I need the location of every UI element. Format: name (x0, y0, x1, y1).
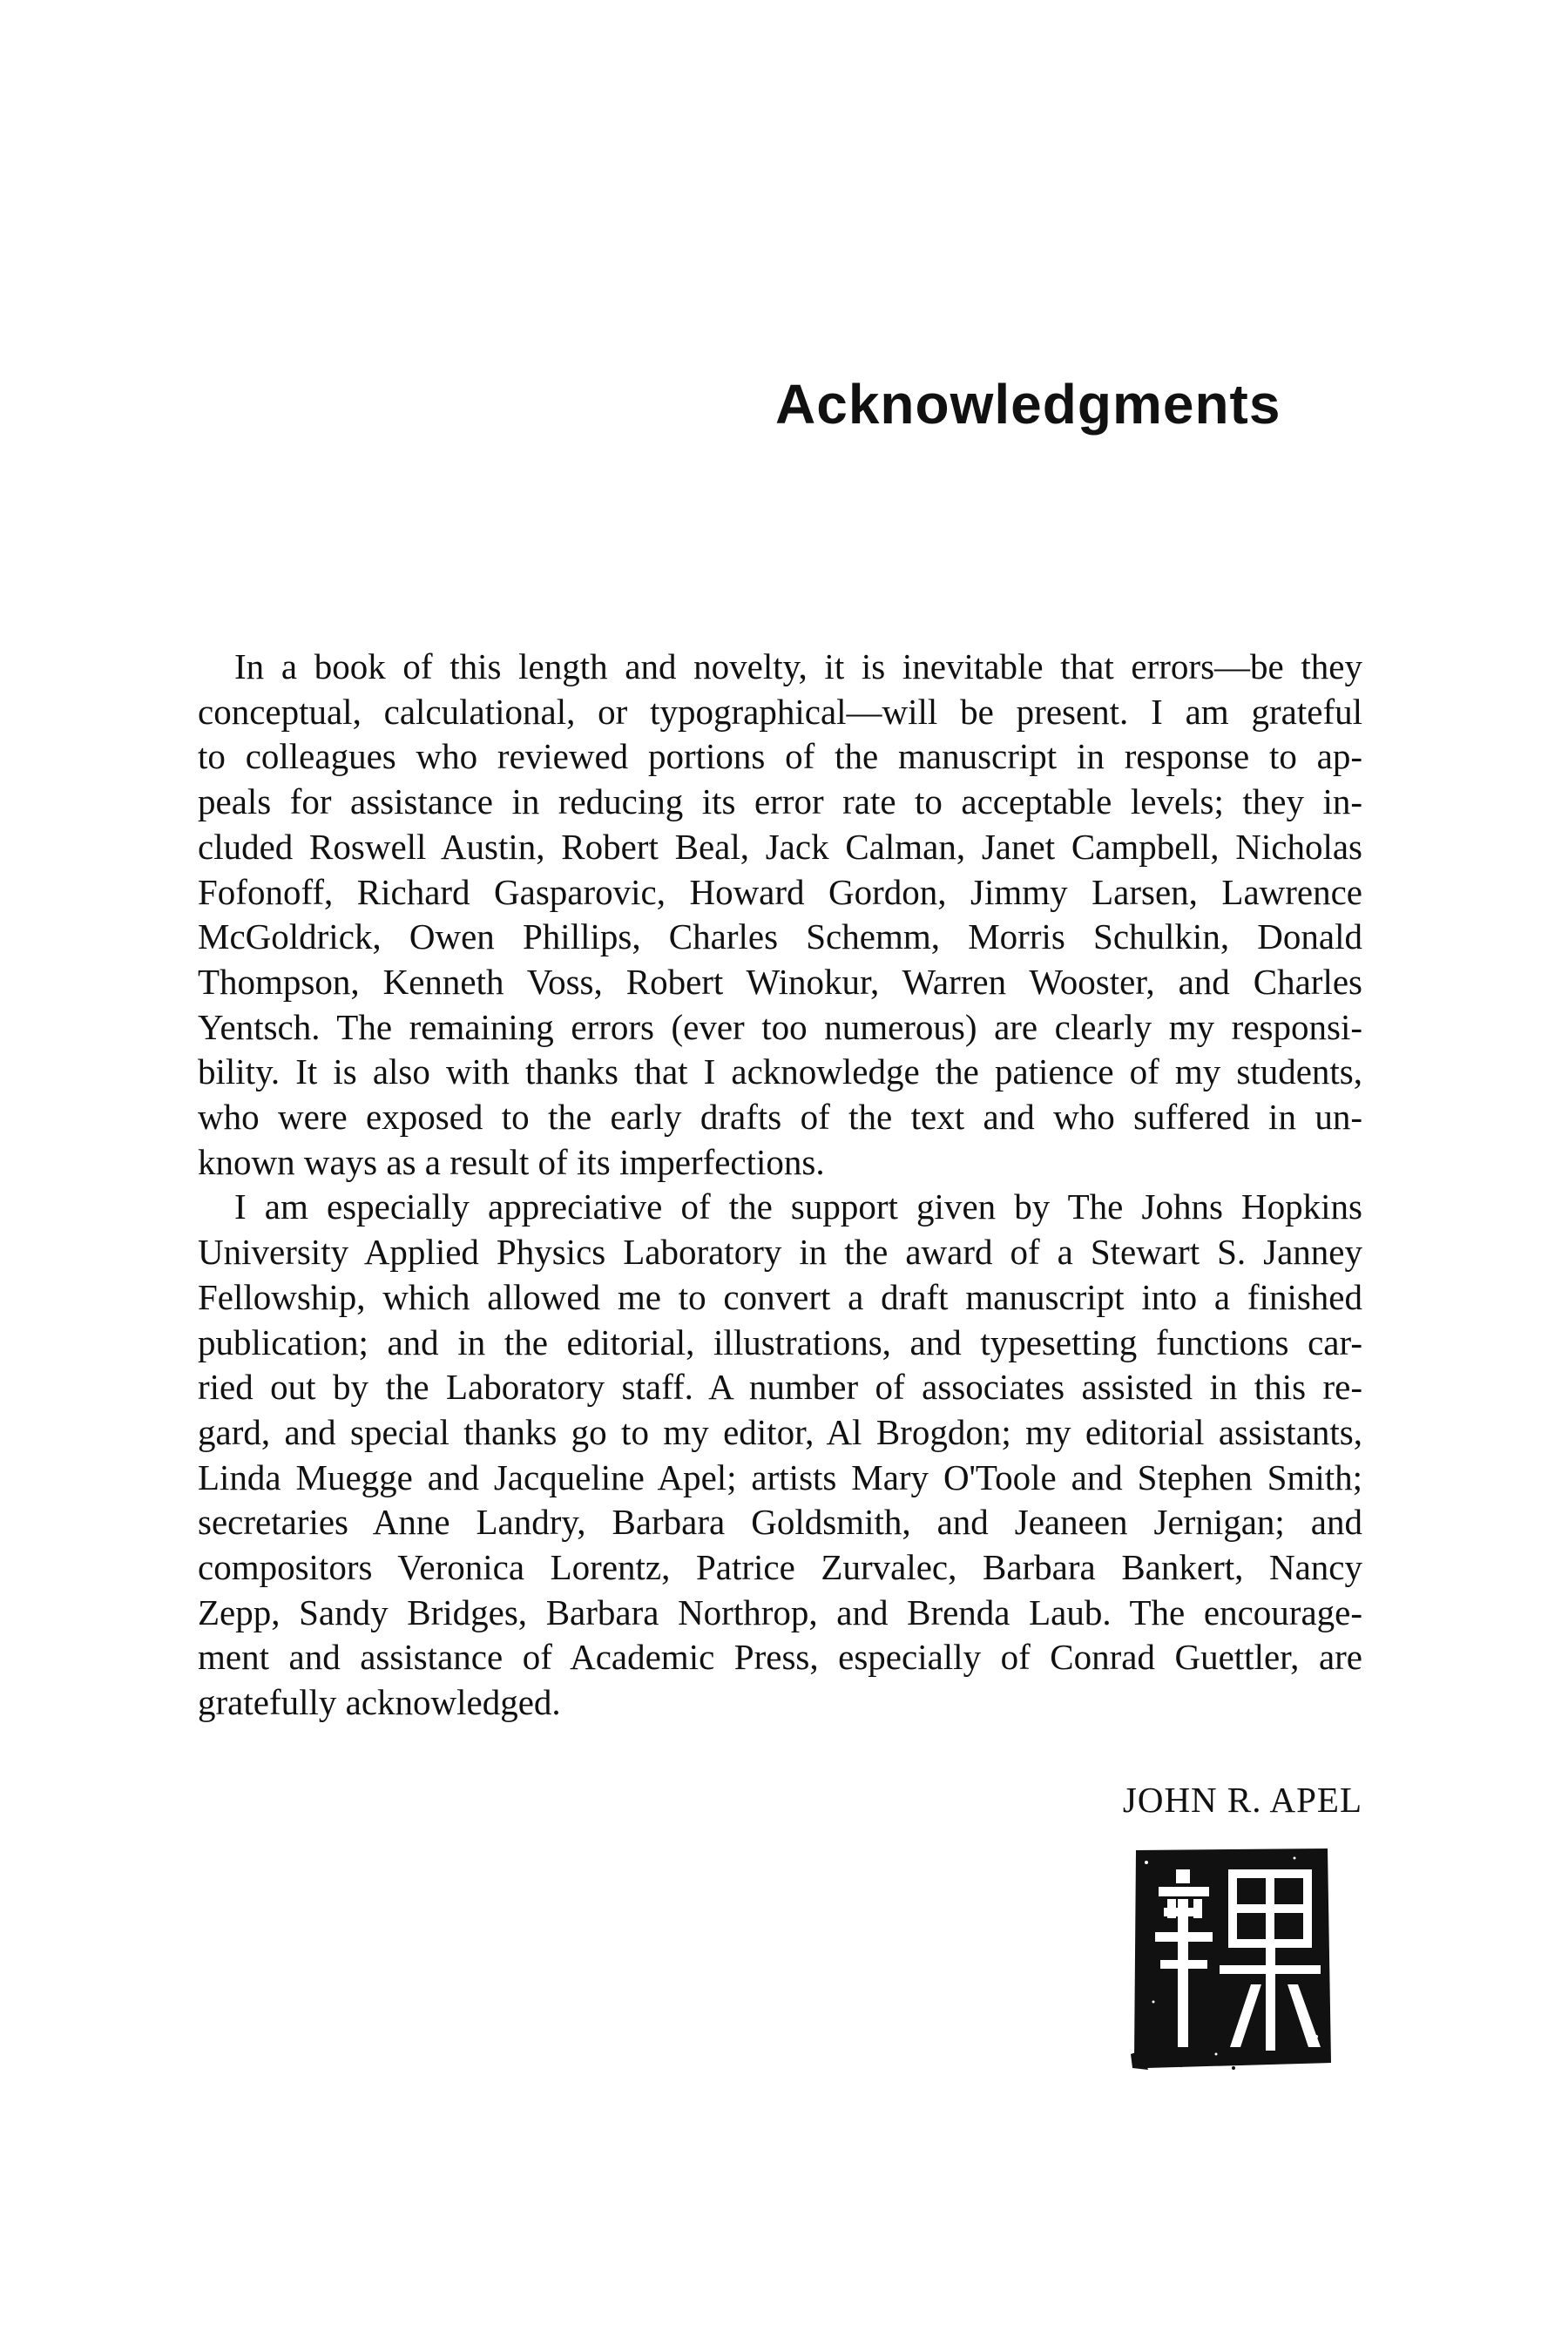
paragraph-1-line: who were exposed to the early drafts of the text and who suffered in un- (198, 1097, 1362, 1138)
paragraph-2-line: Fellowship, which allowed me to convert a draft manuscript into a finished (198, 1276, 1362, 1317)
paragraph-1-line: bility. It is also with thanks that I acknowledge the patience of my students, (198, 1051, 1362, 1092)
paragraph-1-line: known ways as a result of its imperfections. (198, 1141, 825, 1182)
paragraph-2-line: secretaries Anne Landry, Barbara Goldsmith, and Jeaneen Jernigan; and (198, 1502, 1362, 1543)
paragraph-2-line: publication; and in the editorial, illustrations, and typesetting functions car- (198, 1321, 1362, 1362)
paragraph-2-line: University Applied Physics Laboratory in the award of a Stewart S. Janney (198, 1232, 1362, 1273)
acknowledgments-body (198, 645, 1362, 1726)
paragraph-2-line: Linda Muegge and Jacqueline Apel; artists Mary O'Toole and Stephen Smith; (198, 1456, 1362, 1497)
paragraph-1-line: cluded Roswell Austin, Robert Beal, Jack Calman, Janet Campbell, Nicholas (198, 826, 1362, 867)
paragraph-2-line: gard, and special thanks go to my editor, Al Brogdon; my editorial assistants, (198, 1411, 1362, 1452)
paragraph-2-line: I am especially appreciative of the support given by The Johns Hopkins (234, 1186, 1362, 1227)
paragraph-1-line: Fofonoff, Richard Gasparovic, Howard Gordon, Jimmy Larsen, Lawrence (198, 871, 1362, 912)
paragraph-1-line: Yentsch. The remaining errors (ever too numerous) are clearly my responsi- (198, 1006, 1362, 1047)
page-title: Acknowledgments (775, 373, 1281, 436)
paragraph-2-line: ried out by the Laboratory staff. A number of associates assisted in this re- (198, 1367, 1362, 1408)
paragraph-2-line: gratefully acknowledged. (198, 1682, 561, 1723)
paragraph-2-line: compositors Veronica Lorentz, Patrice Zurvalec, Barbara Bankert, Nancy (198, 1547, 1362, 1588)
paragraph-2-line: ment and assistance of Academic Press, especially of Conrad Guettler, are (198, 1637, 1362, 1678)
paragraph-1-line: peals for assistance in reducing its error rate to acceptable levels; they in- (198, 781, 1362, 822)
paragraph-1-line: McGoldrick, Owen Phillips, Charles Schemm, Morris Schulkin, Donald (198, 916, 1362, 957)
paragraph-1-line: In a book of this length and novelty, it is inevitable that errors—be they (234, 646, 1362, 686)
author-signature: JOHN R. APEL (1122, 1780, 1362, 1820)
paragraph-1-line: to colleagues who reviewed portions of the manuscript in response to ap- (198, 736, 1362, 777)
chinese-seal-stamp-icon (1129, 1845, 1335, 2072)
paragraph-1-line: conceptual, calculational, or typographical—will be present. I am grateful (198, 691, 1362, 732)
paragraph-1-line: Thompson, Kenneth Voss, Robert Winokur, Warren Wooster, and Charles (198, 961, 1362, 1002)
paragraph-2-line: Zepp, Sandy Bridges, Barbara Northrop, and Brenda Laub. The encourage- (198, 1592, 1362, 1632)
